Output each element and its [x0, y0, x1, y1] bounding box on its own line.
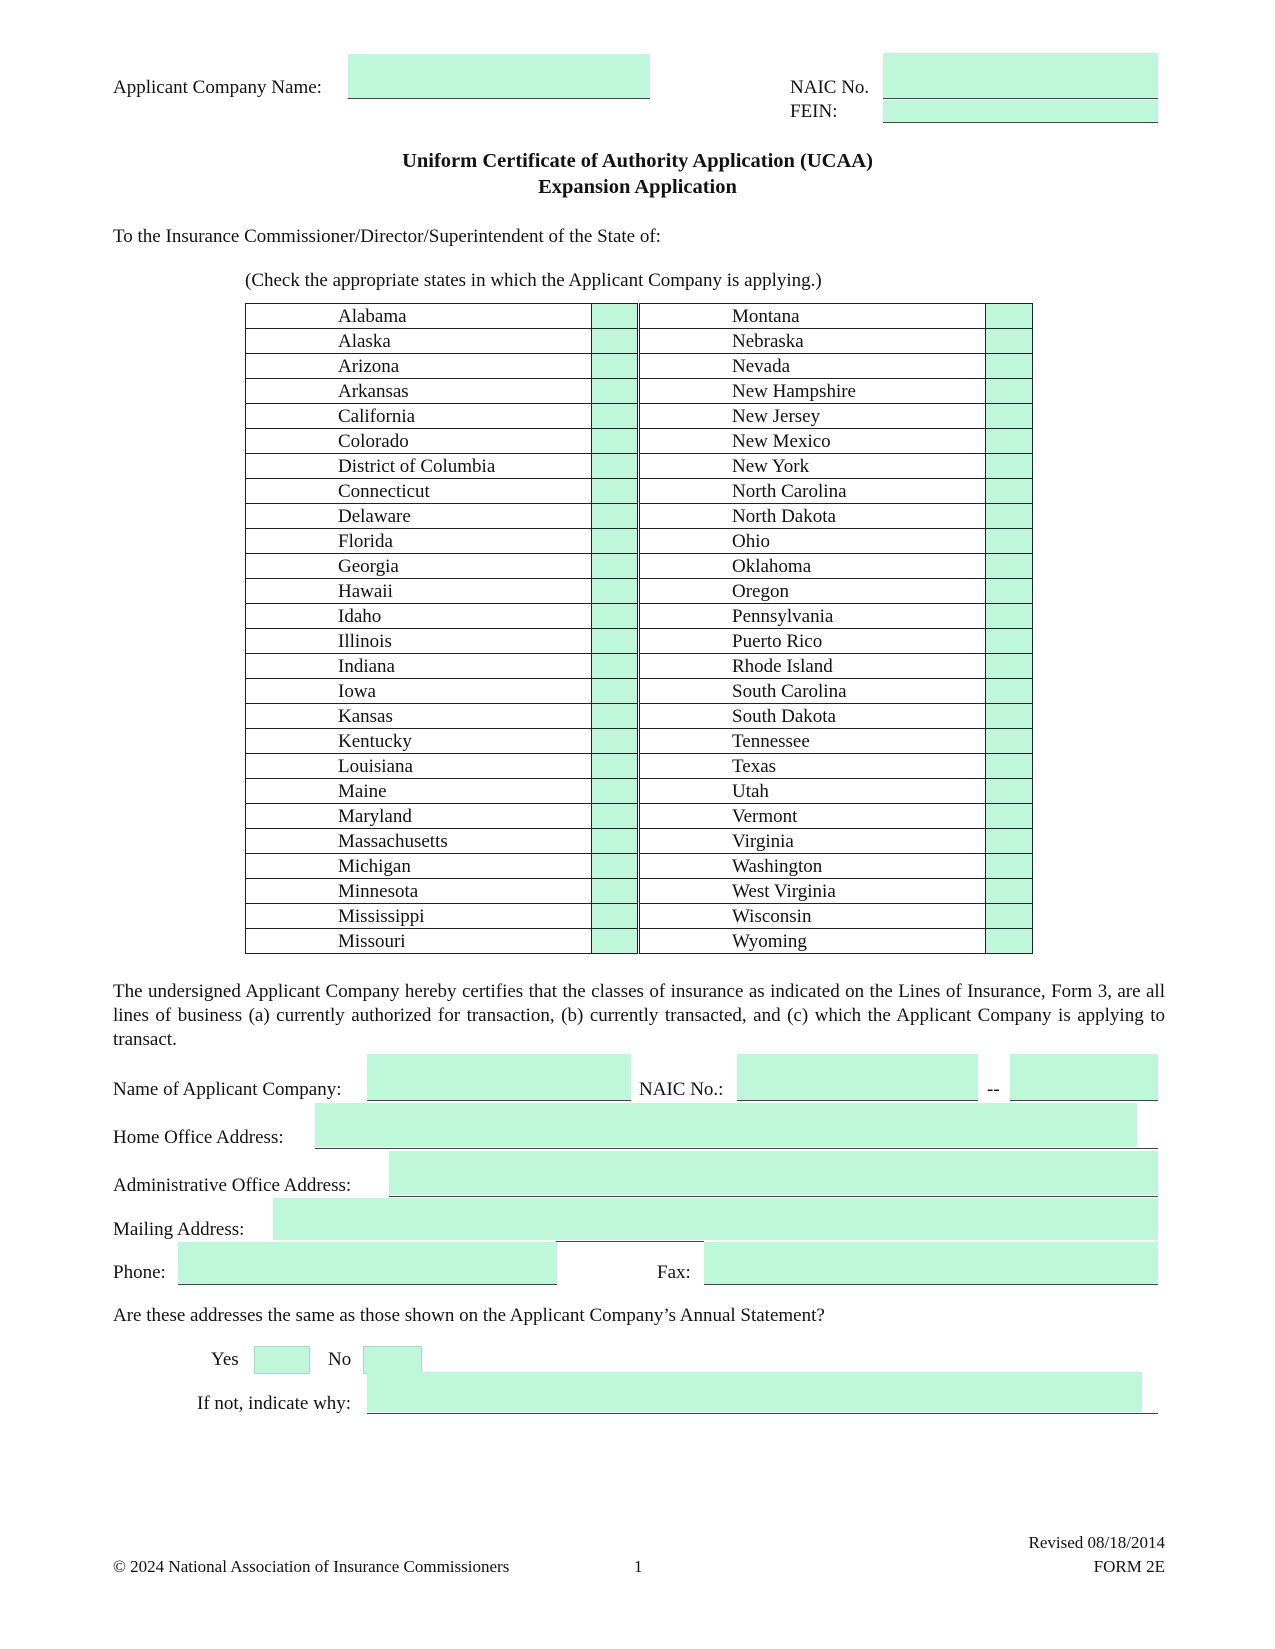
- state-checkbox[interactable]: [986, 554, 1033, 579]
- state-row: [246, 579, 1033, 604]
- state-checkbox[interactable]: [986, 829, 1033, 854]
- underline: [704, 1284, 1158, 1285]
- state-row: [246, 354, 1033, 379]
- state-checkbox[interactable]: [986, 879, 1033, 904]
- underline: [367, 1413, 1158, 1414]
- state-row: [246, 754, 1033, 779]
- underline: [883, 122, 1158, 123]
- fein-input[interactable]: [883, 100, 1158, 122]
- underline: [389, 1196, 1158, 1197]
- revised-date: Revised 08/18/2014: [1028, 1533, 1165, 1552]
- state-name: Missouri: [246, 929, 592, 954]
- state-checkbox[interactable]: [986, 779, 1033, 804]
- state-row: [246, 829, 1033, 854]
- state-name: Nevada: [640, 354, 986, 379]
- state-name: West Virginia: [640, 879, 986, 904]
- state-checkbox[interactable]: [592, 429, 638, 454]
- state-checkbox[interactable]: [986, 754, 1033, 779]
- state-name: Ohio: [640, 529, 986, 554]
- state-checkbox[interactable]: [986, 329, 1033, 354]
- state-checkbox[interactable]: [592, 654, 638, 679]
- state-name: Indiana: [246, 654, 592, 679]
- state-checkbox[interactable]: [592, 479, 638, 504]
- state-name: Montana: [640, 304, 986, 329]
- underline: [348, 98, 650, 99]
- state-checkbox[interactable]: [986, 929, 1033, 954]
- state-name: Kentucky: [246, 729, 592, 754]
- no-checkbox[interactable]: [363, 1346, 422, 1374]
- dash-separator: --: [987, 1079, 1000, 1100]
- state-checkbox[interactable]: [986, 304, 1033, 329]
- state-name: New Hampshire: [640, 379, 986, 404]
- state-name: Puerto Rico: [640, 629, 986, 654]
- certification-text: The undersigned Applicant Company hereby certifies that the classes of insurance as indicated on the Lines of Insurance, Form 3, are all lines of business (a) currently authorized for transaction, (b) currently transacted, and (c) which the Applicant Company is applying to transact.: [113, 981, 1165, 1050]
- state-row: [246, 804, 1033, 829]
- state-name: Michigan: [246, 854, 592, 879]
- state-checkbox[interactable]: [592, 354, 638, 379]
- state-name: Georgia: [246, 554, 592, 579]
- state-row: [246, 504, 1033, 529]
- state-row: [246, 679, 1033, 704]
- yes-label: Yes: [211, 1349, 239, 1370]
- state-row: [246, 379, 1033, 404]
- state-checkbox[interactable]: [592, 579, 638, 604]
- state-checkbox[interactable]: [986, 404, 1033, 429]
- state-name: Utah: [640, 779, 986, 804]
- yes-checkbox[interactable]: [254, 1346, 310, 1374]
- state-name: New Mexico: [640, 429, 986, 454]
- state-name: Idaho: [246, 604, 592, 629]
- state-name: Oregon: [640, 579, 986, 604]
- naic-number-label: NAIC No.: [790, 77, 870, 98]
- state-checkbox[interactable]: [592, 779, 638, 804]
- applicant-company-name-input[interactable]: [348, 54, 650, 98]
- state-row: [246, 554, 1033, 579]
- state-checkbox[interactable]: [592, 904, 638, 929]
- state-checkbox[interactable]: [592, 754, 638, 779]
- state-name: Arkansas: [246, 379, 592, 404]
- mailing-address-label: Mailing Address:: [113, 1219, 245, 1240]
- state-checkbox[interactable]: [986, 429, 1033, 454]
- state-name: Illinois: [246, 629, 592, 654]
- no-label: No: [328, 1349, 352, 1370]
- state-name: Massachusetts: [246, 829, 592, 854]
- copyright: © 2024 National Association of Insurance Commissioners: [113, 1557, 510, 1576]
- same-address-question: Are these addresses the same as those shown on the Applicant Company’s Annual Statement?: [113, 1305, 825, 1326]
- state-row: [246, 904, 1033, 929]
- state-name: District of Columbia: [246, 454, 592, 479]
- state-row: [246, 654, 1033, 679]
- state-checkbox[interactable]: [986, 904, 1033, 929]
- form-subtitle: Expansion Application: [538, 176, 737, 198]
- administrative-office-address-label: Administrative Office Address:: [113, 1175, 352, 1196]
- state-row: [246, 629, 1033, 654]
- form-id: FORM 2E: [1093, 1557, 1165, 1576]
- state-name: Colorado: [246, 429, 592, 454]
- state-name: Minnesota: [246, 879, 592, 904]
- home-office-address-input[interactable]: [315, 1103, 1137, 1147]
- state-checkbox[interactable]: [986, 729, 1033, 754]
- state-name: Oklahoma: [640, 554, 986, 579]
- state-row: [246, 604, 1033, 629]
- state-row: [246, 854, 1033, 879]
- state-checkbox[interactable]: [986, 379, 1033, 404]
- state-name: New Jersey: [640, 404, 986, 429]
- phone-input[interactable]: [178, 1242, 557, 1284]
- state-row: [246, 429, 1033, 454]
- state-checkbox[interactable]: [592, 304, 638, 329]
- state-name: North Dakota: [640, 504, 986, 529]
- state-checkbox[interactable]: [592, 804, 638, 829]
- fax-label: Fax:: [657, 1262, 691, 1283]
- state-checkbox[interactable]: [986, 579, 1033, 604]
- state-name: California: [246, 404, 592, 429]
- state-row: [246, 404, 1033, 429]
- state-name: Louisiana: [246, 754, 592, 779]
- state-row: [246, 479, 1033, 504]
- state-name: Virginia: [640, 829, 986, 854]
- fax-input[interactable]: [704, 1242, 1158, 1284]
- state-checkbox[interactable]: [592, 679, 638, 704]
- state-name: Florida: [246, 529, 592, 554]
- state-name: Connecticut: [246, 479, 592, 504]
- state-name: Wyoming: [640, 929, 986, 954]
- underline: [178, 1284, 557, 1285]
- state-checkbox[interactable]: [986, 804, 1033, 829]
- state-name: New York: [640, 454, 986, 479]
- state-name: Arizona: [246, 354, 592, 379]
- state-checkbox[interactable]: [986, 854, 1033, 879]
- state-row: [246, 529, 1033, 554]
- state-name: Iowa: [246, 679, 592, 704]
- underline: [556, 1241, 704, 1242]
- state-row: [246, 879, 1033, 904]
- state-name: Maryland: [246, 804, 592, 829]
- state-name: Pennsylvania: [640, 604, 986, 629]
- state-name: Rhode Island: [640, 654, 986, 679]
- underline: [883, 98, 1158, 99]
- state-checkbox[interactable]: [986, 354, 1033, 379]
- state-name: South Carolina: [640, 679, 986, 704]
- state-checkbox[interactable]: [986, 679, 1033, 704]
- state-checkbox[interactable]: [592, 704, 638, 729]
- state-row: [246, 929, 1033, 954]
- state-checkbox[interactable]: [986, 479, 1033, 504]
- underline: [737, 1100, 978, 1101]
- state-checkbox[interactable]: [592, 829, 638, 854]
- state-checkbox[interactable]: [592, 929, 638, 954]
- state-checkbox[interactable]: [986, 629, 1033, 654]
- phone-label: Phone:: [113, 1262, 166, 1283]
- state-checkbox[interactable]: [592, 729, 638, 754]
- name-of-applicant-label: Name of Applicant Company:: [113, 1079, 342, 1100]
- state-checkbox[interactable]: [592, 554, 638, 579]
- underline: [1010, 1100, 1158, 1101]
- states-table: [245, 303, 1033, 954]
- state-row: [246, 704, 1033, 729]
- naic-number-input[interactable]: [883, 53, 1158, 98]
- state-checkbox[interactable]: [592, 379, 638, 404]
- state-row: [246, 779, 1033, 804]
- page-number: 1: [634, 1557, 643, 1576]
- state-row: [246, 729, 1033, 754]
- state-checkbox[interactable]: [986, 604, 1033, 629]
- underline: [367, 1100, 631, 1101]
- state-name: South Dakota: [640, 704, 986, 729]
- group-code-input[interactable]: [1010, 1054, 1158, 1100]
- intro-text: To the Insurance Commissioner/Director/Superintendent of the State of:: [113, 226, 661, 247]
- state-checkbox[interactable]: [592, 454, 638, 479]
- state-name: Vermont: [640, 804, 986, 829]
- state-checkbox[interactable]: [592, 629, 638, 654]
- state-checkbox[interactable]: [592, 404, 638, 429]
- state-name: Alaska: [246, 329, 592, 354]
- home-office-address-label: Home Office Address:: [113, 1127, 284, 1148]
- name-of-applicant-input[interactable]: [367, 1054, 631, 1100]
- underline: [315, 1148, 1158, 1149]
- state-checkbox[interactable]: [592, 879, 638, 904]
- state-name: Nebraska: [640, 329, 986, 354]
- state-row: [246, 304, 1033, 329]
- state-checkbox[interactable]: [592, 854, 638, 879]
- state-name: Texas: [640, 754, 986, 779]
- state-name: Tennessee: [640, 729, 986, 754]
- check-instruction: (Check the appropriate states in which the Applicant Company is applying.): [245, 270, 822, 291]
- state-name: Kansas: [246, 704, 592, 729]
- state-checkbox[interactable]: [986, 529, 1033, 554]
- state-checkbox[interactable]: [986, 504, 1033, 529]
- state-checkbox[interactable]: [986, 704, 1033, 729]
- state-checkbox[interactable]: [592, 329, 638, 354]
- fein-label: FEIN:: [790, 101, 838, 122]
- state-checkbox[interactable]: [986, 454, 1033, 479]
- state-name: Alabama: [246, 304, 592, 329]
- if-not-indicate-why-input[interactable]: [367, 1372, 1142, 1412]
- state-name: Delaware: [246, 504, 592, 529]
- state-name: North Carolina: [640, 479, 986, 504]
- state-row: [246, 329, 1033, 354]
- administrative-office-address-input[interactable]: [389, 1151, 1158, 1195]
- state-name: Hawaii: [246, 579, 592, 604]
- state-name: Mississippi: [246, 904, 592, 929]
- state-name: Maine: [246, 779, 592, 804]
- naic-no-input[interactable]: [737, 1054, 978, 1100]
- state-checkbox[interactable]: [986, 654, 1033, 679]
- state-name: Washington: [640, 854, 986, 879]
- state-checkbox[interactable]: [592, 604, 638, 629]
- state-checkbox[interactable]: [592, 504, 638, 529]
- state-row: [246, 454, 1033, 479]
- state-checkbox[interactable]: [592, 529, 638, 554]
- state-name: Wisconsin: [640, 904, 986, 929]
- naic-no-label: NAIC No.:: [639, 1079, 724, 1100]
- applicant-company-name-label: Applicant Company Name:: [113, 77, 322, 98]
- form-title: Uniform Certificate of Authority Application (UCAA): [402, 150, 873, 172]
- if-not-indicate-why-label: If not, indicate why:: [197, 1393, 352, 1414]
- mailing-address-input[interactable]: [273, 1198, 1158, 1240]
